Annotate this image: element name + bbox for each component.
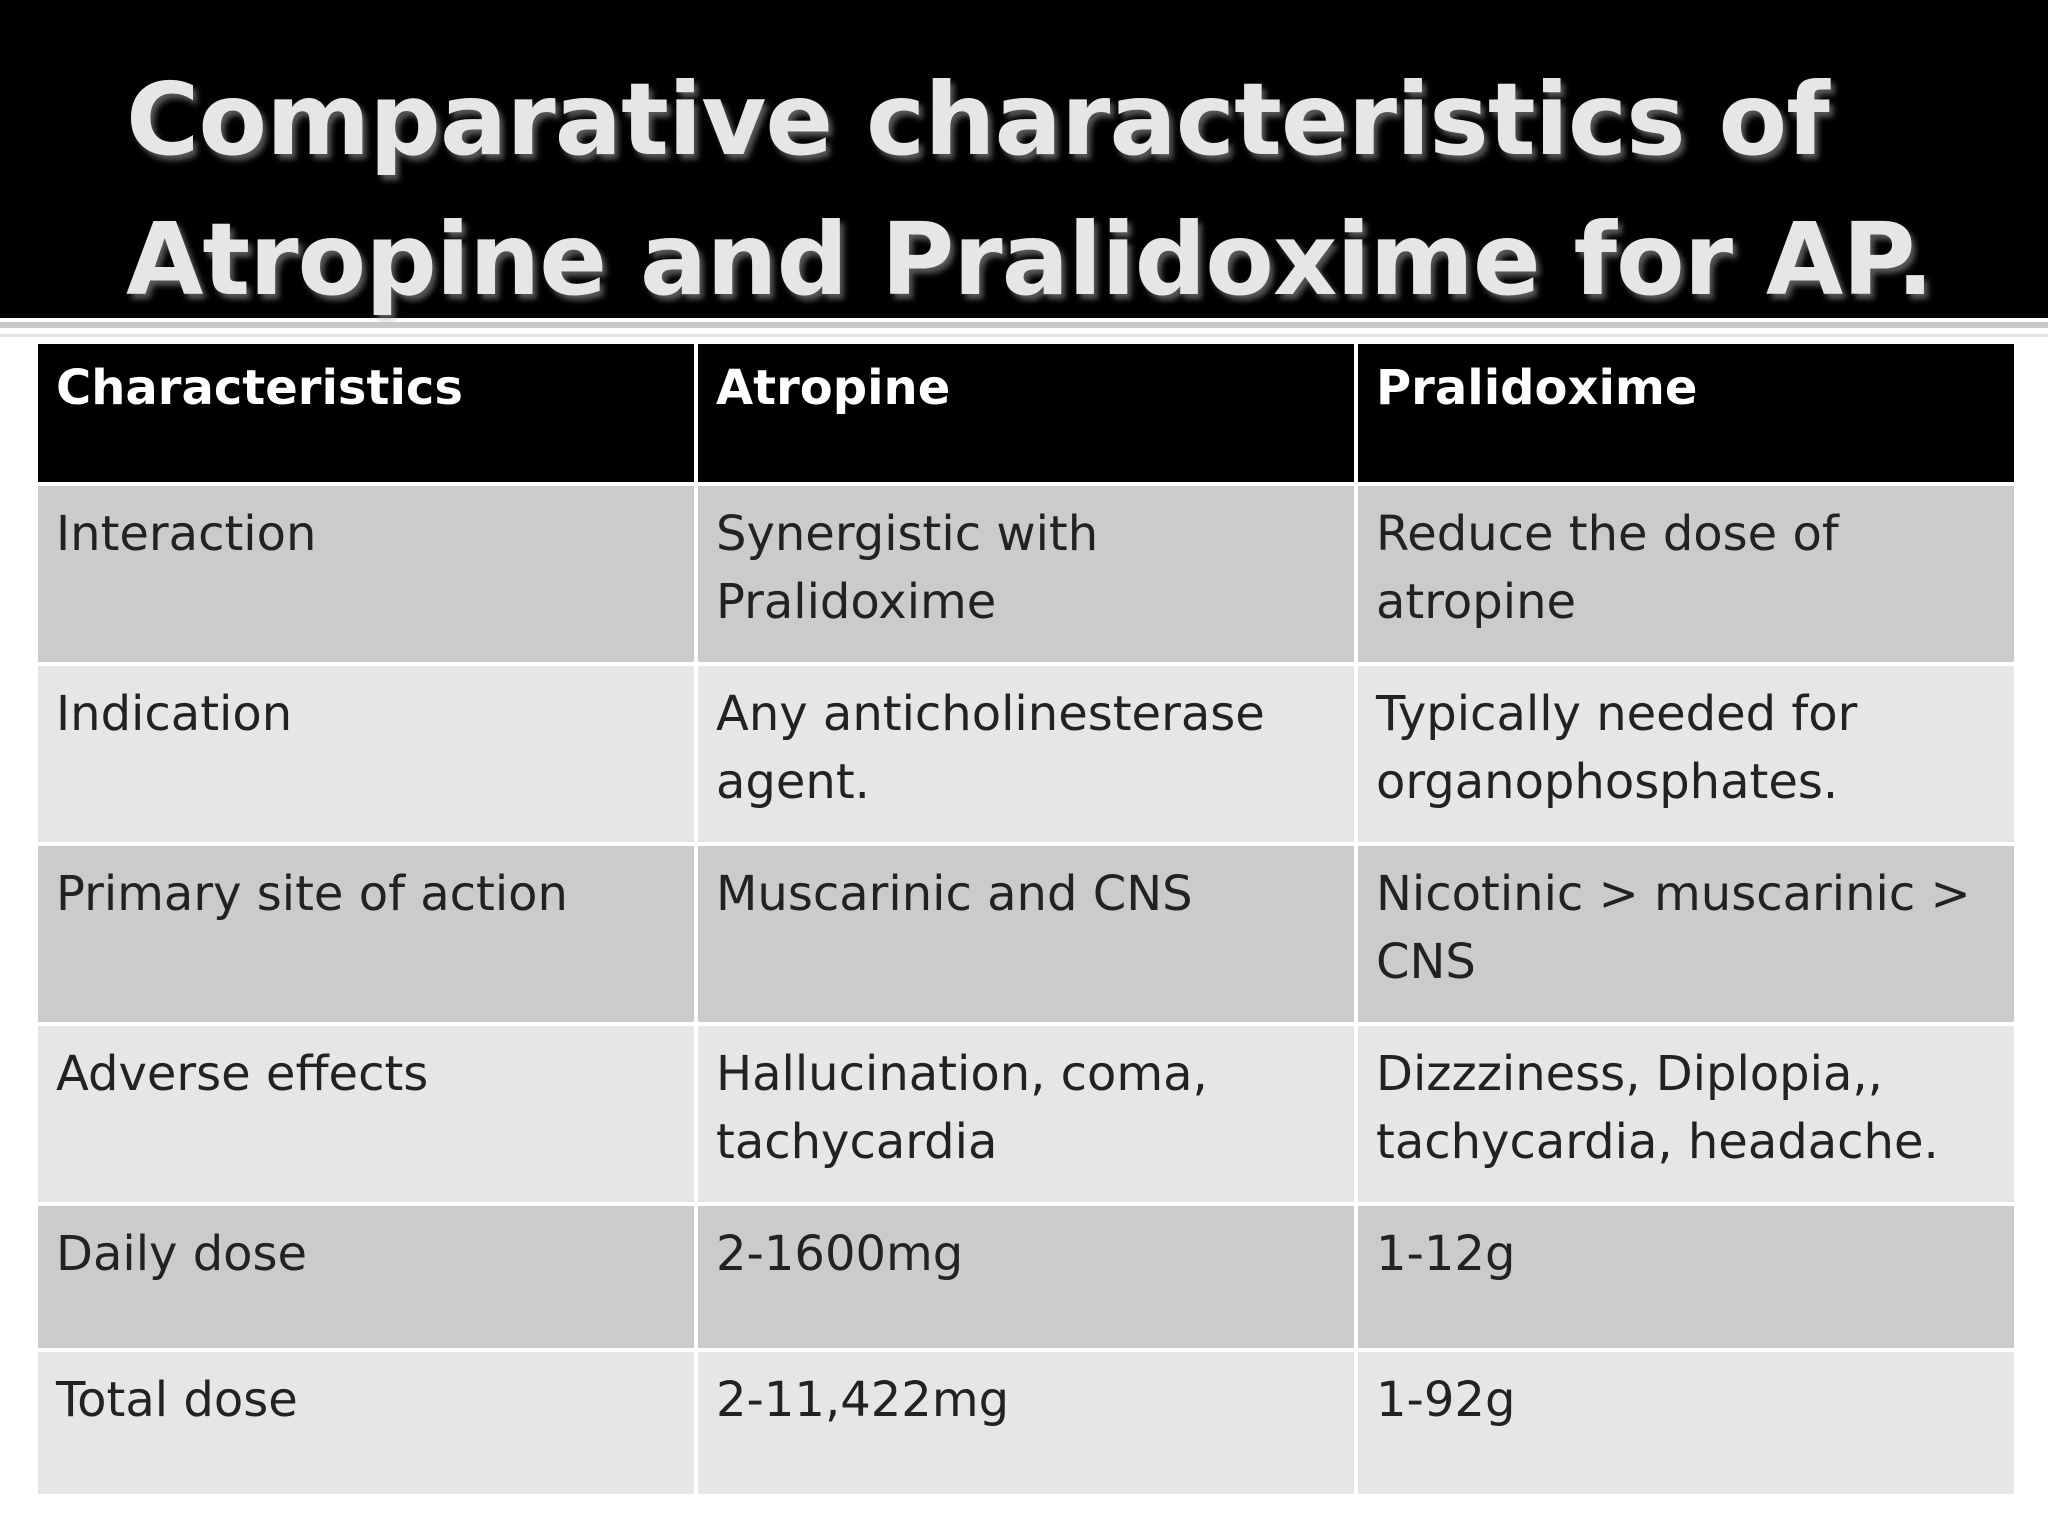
row-total-dose-pralidoxime: 1-92g <box>1356 1350 2016 1496</box>
row-indication-atropine: Any anticholinesterase agent. <box>696 664 1356 844</box>
divider-thin <box>0 334 2048 337</box>
table-row <box>36 1350 2016 1496</box>
row-interaction-atropine: Synergistic with Pralidoxime <box>696 484 1356 664</box>
header-pralidoxime: Pralidoxime <box>1356 342 2016 484</box>
header-characteristics: Characteristics <box>36 342 696 484</box>
table-row <box>36 1024 2016 1204</box>
row-interaction-characteristic: Interaction <box>36 484 696 664</box>
row-total-dose-atropine: 2-11,422mg <box>696 1350 1356 1496</box>
table-row <box>36 844 2016 1024</box>
slide-title-line-1: Comparative characteristics of <box>126 61 1829 178</box>
row-total-dose-characteristic: Total dose <box>36 1350 696 1496</box>
row-adverse-characteristic: Adverse effects <box>36 1024 696 1204</box>
divider-thick <box>0 322 2048 328</box>
slide-title <box>126 50 2006 330</box>
row-adverse-atropine: Hallucination, coma, tachycardia <box>696 1024 1356 1204</box>
row-indication-characteristic: Indication <box>36 664 696 844</box>
row-interaction-pralidoxime: Reduce the dose of atropine <box>1356 484 2016 664</box>
table-row <box>36 1204 2016 1350</box>
slide-title-line-2: Atropine and Pralidoxime for AP. <box>126 201 1934 318</box>
comparison-table <box>34 340 2018 1498</box>
row-daily-dose-atropine: 2-1600mg <box>696 1204 1356 1350</box>
row-daily-dose-characteristic: Daily dose <box>36 1204 696 1350</box>
title-band <box>0 0 2048 318</box>
row-indication-pralidoxime: Typically needed for organophosphates. <box>1356 664 2016 844</box>
row-site-characteristic: Primary site of action <box>36 844 696 1024</box>
row-site-pralidoxime: Nicotinic > muscarinic > CNS <box>1356 844 2016 1024</box>
header-atropine: Atropine <box>696 342 1356 484</box>
table-header-row <box>36 342 2016 484</box>
table-row <box>36 484 2016 664</box>
row-site-atropine: Muscarinic and CNS <box>696 844 1356 1024</box>
table-row <box>36 664 2016 844</box>
row-daily-dose-pralidoxime: 1-12g <box>1356 1204 2016 1350</box>
row-adverse-pralidoxime: Dizzziness, Diplopia,, tachycardia, headache. <box>1356 1024 2016 1204</box>
